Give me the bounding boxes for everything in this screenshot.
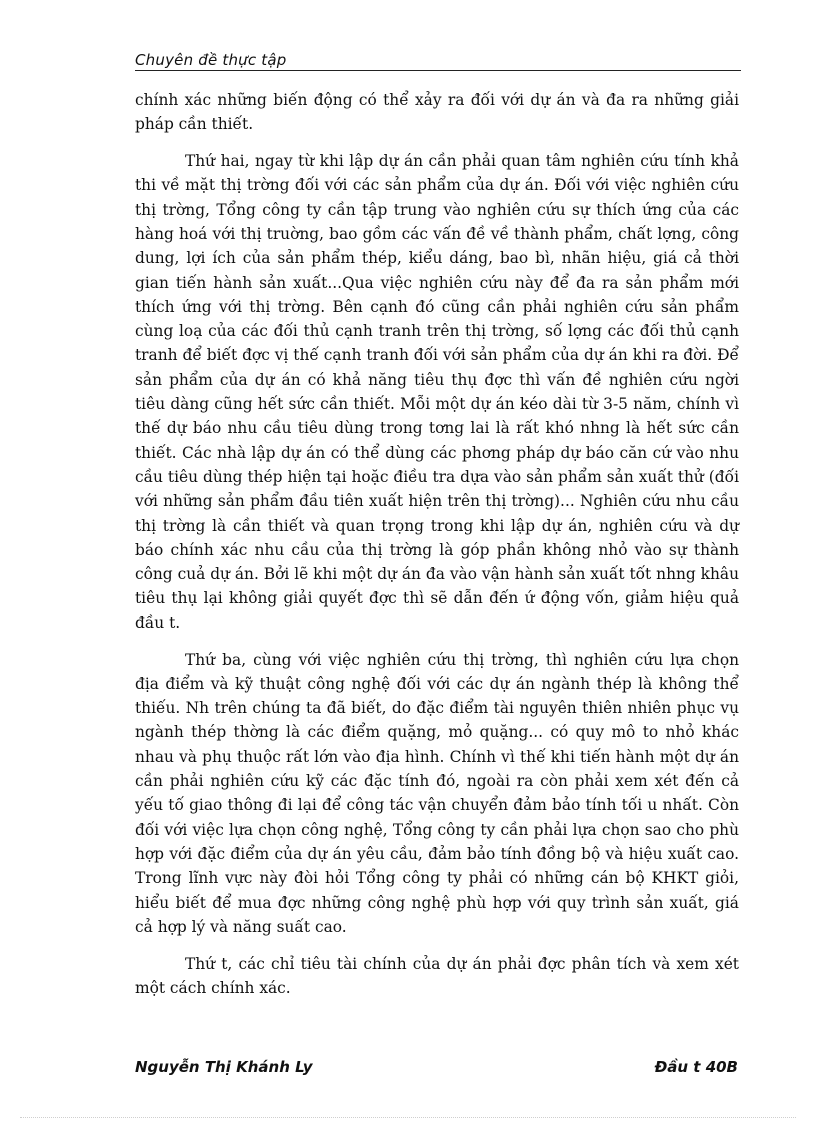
document-body <box>135 88 739 1013</box>
header-title: Chuyên đề thực tập <box>135 51 287 69</box>
footer-class-label: Đầu t 40B <box>654 1058 738 1076</box>
page-footer <box>135 1058 738 1076</box>
paragraph-fourth-point: Thứ t, các chỉ tiêu tài chính của dự án phải đợc phân tích và xem xét một cách chính xác. <box>135 954 739 997</box>
page-bottom-divider <box>20 1117 796 1118</box>
paragraph-continuation: chính xác những biến động có thể xảy ra đối với dự án và đa ra những giải pháp cần thiết. <box>135 91 739 134</box>
paragraph-second-point: Thứ hai, ngay từ khi lập dự án cần phải quan tâm nghiên cứu tính khả thi về mặt thị trờng đối với các sản phẩm của dự án. Đối với việc nghiên cứu thị trờng, Tổng công ty cần tập trung vào nghiên cứu sự thích ứng của các hàng hoá với thị truờng, bao gồm các vấn đề về thành phẩm, chất lợng, công dung, lợi ích của sản phẩm thép, kiểu dáng, bao bì, nhãn hiệu, giá cả thời gian tiến hành sản xuất...Qua việc nghiên cứu này để đa ra sản phẩm mới thích ứng với thị trờng. Bên cạnh đó cũng cần phải nghiên cứu sản phẩm cùng loạ của các đối thủ cạnh tranh trên thị trờng, số lợng các đối thủ cạnh tranh để biết đợc vị thế cạnh tranh đối với sản phẩm của dự án khi ra đời. Để sản phẩm của dự án có khả năng tiêu thụ đợc thì vấn đề nghiên cứu ngời tiêu dàng cũng hết sức cần thiết. Mỗi một dự án kéo dài từ 3-5 năm, chính vì thế dự báo nhu cầu tiêu dùng trong tơng lai là rất khó nhng là hết sức cần thiết. Các nhà lập dự án có thể dùng các phơng pháp dự báo căn cứ vào nhu cầu tiêu dùng thép hiện tại hoặc điều tra dựa vào sản phẩm sản xuất thử (đối với những sản phẩm đầu tiên xuất hiện trên thị trờng)... Nghiên cứu nhu cầu thị trờng là cần thiết và quan trọng trong khi lập dự án, nghiên cứu và dự báo chính xác nhu cầu của thị trờng là góp phần không nhỏ vào sự thành công cuả dự án. Bởi lẽ khi một dự án đa vào vận hành sản xuất tốt nhng khâu tiêu thụ lại không giải quyết đợc thì sẽ dẫn đến ứ động vốn, giảm hiệu quả đầu t. <box>135 152 739 632</box>
paragraph-third-point: Thứ ba, cùng với việc nghiên cứu thị trờng, thì nghiên cứu lựa chọn địa điểm và kỹ thuật công nghệ đối với các dự án ngành thép là không thể thiếu. Nh trên chúng ta đã biết, do đặc điểm tài nguyên thiên nhiên phục vụ ngành thép thờng là các điểm quặng, mỏ quặng... có quy mô to nhỏ khác nhau và phụ thuộc rất lớn vào địa hình. Chính vì thế khi tiến hành một dự án cần phải nghiên cứu kỹ các đặc tính đó, ngoài ra còn phải xem xét đến cả yếu tố giao thông đi lại để công tác vận chuyển đảm bảo tính tối u nhất. Còn đối với việc lựa chọn công nghệ, Tổng công ty cần phải lựa chọn sao cho phù hợp với đặc điểm của dự án yêu cầu, đảm bảo tính đồng bộ và hiệu xuất cao. Trong lĩnh vực này đòi hỏi Tổng công ty phải có những cán bộ KHKT giỏi, hiểu biết để mua đợc những công nghệ phù hợp với quy trình sản xuất, giá cả hợp lý và năng suất cao. <box>135 650 739 936</box>
footer-author: Nguyễn Thị Khánh Ly <box>135 1058 313 1076</box>
page-header <box>135 50 741 71</box>
